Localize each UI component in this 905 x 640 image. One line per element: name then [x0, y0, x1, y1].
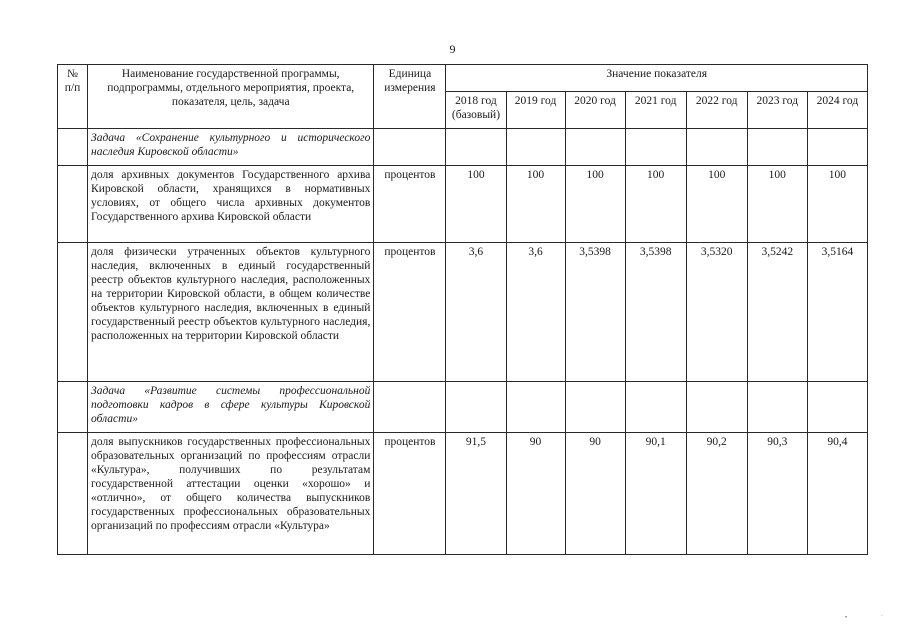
value-cell	[565, 382, 625, 433]
header-values: Значение показателя	[446, 65, 868, 92]
row-unit: процентов	[374, 243, 446, 382]
header-num: № п/п	[58, 65, 88, 129]
value-cell: 90,2	[686, 433, 747, 555]
value-cell	[625, 129, 686, 166]
indicator-name: доля выпускников государственных профессиональных образовательных организаций по профессиям отрасли «Культура», получивших по результатам государственной аттестации оценки «хорошо» и «отлично», от общего количества выпускников государственных профессиональных образовательных организаций по профессиям отрасли «Культура»	[88, 433, 374, 555]
header-year: 2023 год	[747, 92, 807, 129]
value-cell: 3,6	[506, 243, 565, 382]
scan-speck: •	[845, 615, 848, 621]
row-num	[58, 433, 88, 555]
value-cell: 3,6	[446, 243, 506, 382]
header-year: 2018 год (базовый)	[446, 92, 506, 129]
value-cell	[686, 129, 747, 166]
value-cell: 90,3	[747, 433, 807, 555]
header-year: 2022 год	[686, 92, 747, 129]
indicator-name: доля физически утраченных объектов культурного наследия, включенных в единый государственный реестр объектов культурного наследия, расположенных на территории Кировской области, в общем количестве объектов культурного наследия, включенных в единый государственный реестр объектов культурного наследия, расположенных на территории Кировской области	[88, 243, 374, 382]
value-cell: 90,4	[807, 433, 867, 555]
row-unit: процентов	[374, 166, 446, 243]
value-cell: 3,5320	[686, 243, 747, 382]
value-cell: 100	[506, 166, 565, 243]
value-cell: 91,5	[446, 433, 506, 555]
value-cell	[807, 129, 867, 166]
task-title: Задача «Сохранение культурного и исторического наследия Кировской области»	[88, 129, 374, 166]
value-cell: 90	[565, 433, 625, 555]
indicators-table	[57, 64, 868, 555]
row-num	[58, 382, 88, 433]
header-year: 2021 год	[625, 92, 686, 129]
task-row	[58, 382, 868, 433]
value-cell: 3,5242	[747, 243, 807, 382]
header-row-top	[58, 65, 868, 92]
header-unit: Единица измерения	[374, 65, 446, 129]
task-row	[58, 129, 868, 166]
indicator-row	[58, 243, 868, 382]
value-cell	[446, 382, 506, 433]
value-cell: 100	[446, 166, 506, 243]
value-cell	[506, 382, 565, 433]
row-num	[58, 166, 88, 243]
value-cell: 100	[625, 166, 686, 243]
page-number: 9	[449, 42, 456, 56]
value-cell: 90,1	[625, 433, 686, 555]
value-cell: 100	[807, 166, 867, 243]
value-cell	[565, 129, 625, 166]
task-title: Задача «Развитие системы профессиональной подготовки кадров в сфере культуры Кировской области»	[88, 382, 374, 433]
header-year: 2019 год	[506, 92, 565, 129]
row-num	[58, 243, 88, 382]
value-cell	[747, 382, 807, 433]
value-cell	[807, 382, 867, 433]
indicator-row	[58, 433, 868, 555]
header-year: 2020 год	[565, 92, 625, 129]
row-unit: процентов	[374, 433, 446, 555]
value-cell	[686, 382, 747, 433]
value-cell	[446, 129, 506, 166]
value-cell: 90	[506, 433, 565, 555]
value-cell: 100	[686, 166, 747, 243]
header-year: 2024 год	[807, 92, 867, 129]
value-cell: 3,5398	[565, 243, 625, 382]
value-cell	[747, 129, 807, 166]
value-cell	[506, 129, 565, 166]
row-unit	[374, 129, 446, 166]
value-cell	[625, 382, 686, 433]
row-num	[58, 129, 88, 166]
value-cell: 100	[565, 166, 625, 243]
value-cell: 100	[747, 166, 807, 243]
header-name: Наименование государственной программы, подпрограммы, отдельного мероприятия, проекта, показателя, цель, задача	[88, 65, 374, 129]
row-unit	[374, 382, 446, 433]
value-cell: 3,5398	[625, 243, 686, 382]
value-cell: 3,5164	[807, 243, 867, 382]
indicator-name: доля архивных документов Государственного архива Кировской области, хранящихся в нормативных условиях, от общего числа архивных документов Государственного архива Кировской области	[88, 166, 374, 243]
indicator-row	[58, 166, 868, 243]
scan-speck: ·	[881, 613, 883, 619]
